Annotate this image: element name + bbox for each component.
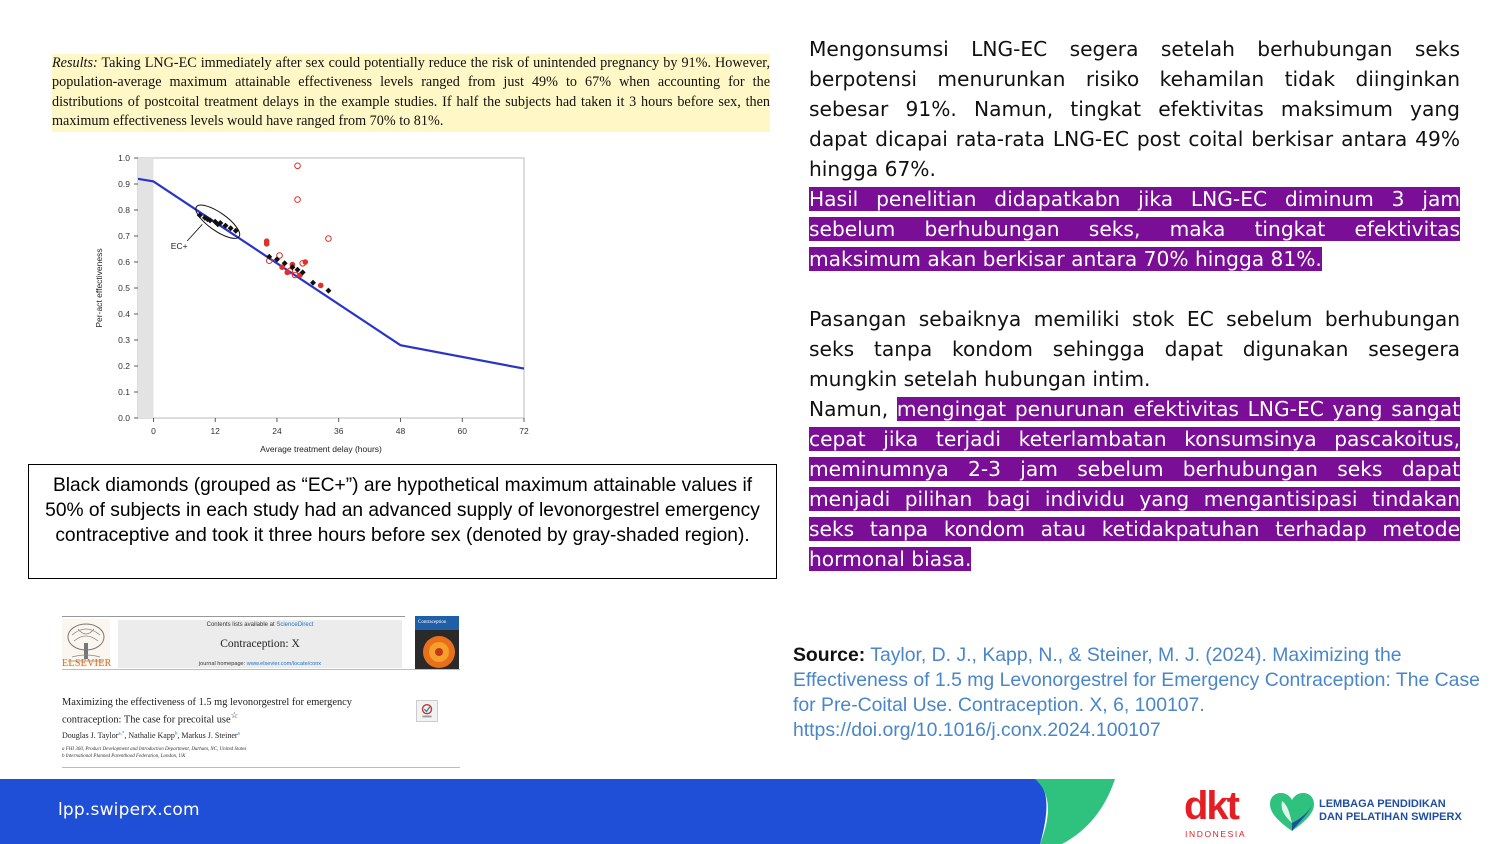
paragraph-4-lead: Namun, (809, 397, 889, 421)
data-point-red (264, 241, 270, 247)
cover-title: Contraception (418, 620, 447, 625)
results-lead: Results: (52, 55, 98, 71)
sciencedirect-link[interactable]: ScienceDirect (276, 622, 314, 628)
effectiveness-chart (86, 150, 536, 460)
journal-homepage (118, 661, 402, 667)
y-axis-label: Per-act effectiveness (94, 248, 104, 328)
dkt-sub: INDONESIA (1185, 829, 1247, 839)
highlighted-text: Hasil penelitian didapatkabn jika LNG-EC diminum 3 jam sebelum berhubungan seks, maka tingkat efektivitas maksimum akan berkisar antara 70% hingga 81%. (809, 187, 1460, 271)
y-tick-label: 1.0 (118, 153, 130, 163)
y-tick-label: 0.7 (118, 231, 130, 241)
paper-affiliations (62, 746, 246, 760)
x-tick-label: 48 (395, 426, 406, 436)
check-for-updates-icon[interactable] (416, 700, 438, 722)
x-tick-label: 72 (519, 426, 529, 436)
paragraph-4 (809, 394, 1460, 574)
homepage-prefix: journal homepage: (198, 661, 246, 667)
journal-cover (415, 616, 459, 670)
swiperx-heart-icon (1268, 791, 1316, 833)
source-citation (793, 643, 1483, 743)
y-tick-label: 0.4 (118, 309, 130, 319)
x-tick-label: 36 (333, 426, 344, 436)
journal-name: Contraception: X (220, 638, 300, 650)
homepage-link[interactable]: www.elsevier.com/locate/conx (246, 661, 322, 667)
cover-art-icon (417, 630, 457, 670)
y-tick-label: 0.3 (118, 335, 130, 345)
ec-plus-label: EC+ (170, 241, 188, 251)
x-tick-label: 12 (210, 426, 220, 436)
x-tick-label: 0 (151, 426, 156, 436)
author-sup: b (174, 731, 178, 737)
source-label: Source: (793, 644, 866, 666)
paragraph-2 (809, 184, 1460, 274)
data-point-red (318, 283, 324, 289)
data-point-red (284, 270, 290, 276)
y-tick-label: 0.9 (118, 179, 130, 189)
chart-caption: Black diamonds (grouped as “EC+”) are hypothetical maximum attainable values if 50% of subjects in each study had an advanced supply of levonorgestrel emergency contraceptive and took it three hours before sex (denoted by gray-shaded region). (28, 464, 777, 579)
y-tick-label: 0.1 (118, 387, 130, 397)
paragraph-1: Mengonsumsi LNG-EC segera setelah berhubungan seks berpotensi menurunkan risiko kehamilan tidak diinginkan sebesar 91%. Namun, tingkat efektivitas maksimum yang dapat dicapai rata-rata LNG-EC post coital berkisar antara 49% hingga 67%. (809, 37, 1460, 181)
paper-header (60, 614, 460, 770)
author-name: Nathalie Kapp (128, 731, 175, 740)
x-tick-label: 60 (457, 426, 467, 436)
elsevier-wordmark: ELSEVIER (62, 658, 112, 669)
lpp-name-line: LEMBAGA PENDIDIKAN (1319, 798, 1446, 810)
author-name: Douglas J. Taylor (62, 731, 119, 740)
x-tick-label: 24 (272, 426, 282, 436)
y-tick-label: 0.8 (118, 205, 130, 215)
affiliation: a FHI 360, Product Development and Introduction Department, Durham, NC, United States (62, 747, 247, 752)
lpp-name-line: DAN PELATIHAN SWIPERX (1319, 811, 1462, 823)
results-body: Taking LNG-EC immediately after sex could potentially reduce the risk of unintended pregnancy by 91%. However, population-average maximum attainable effectiveness levels ranged from just 49% to 67% when accounting for the distributions of postcoital treatment delays in the example studies. If half the subjects had taken it 3 hours before sex, then maximum effectiveness levels would have ranged from 70% to 81%. (52, 55, 770, 130)
source-link[interactable]: Taylor, D. J., Kapp, N., & Steiner, M. J. (2024). Maximizing the Effectiveness of 1.5 mg Levonorgestrel for Emergency Contraception: The Case for Pre-Coital Use. Contraception. X, 6, 100107. https://doi.org/10.1016/j.conx.2024.100107 (793, 644, 1480, 741)
dkt-logo: dkt (1184, 784, 1238, 828)
divider (62, 767, 460, 768)
divider (62, 669, 460, 670)
contents-available (118, 622, 402, 628)
highlighted-text: mengingat penurunan efektivitas LNG-EC yang sangat cepat jika terjadi keterlambatan konsumsinya pascakoitus, meminumnya 2-3 jam sebelum berhubungan seks dapat menjadi pilihan bagi individu yang mengantisipasi tindakan seks tanpa kondom atau ketidakpatuhan terhadap metode hormonal biasa. (809, 397, 1460, 571)
shaded-region (138, 158, 153, 418)
title-footnote-mark: ☆ (230, 710, 239, 720)
footer-green-accent (1035, 779, 1115, 844)
paragraph-3: Pasangan sebaiknya memiliki stok EC sebelum berhubungan seks tanpa kondom sehingga dapat digunakan sesegera mungkin setelah hubungan intim. (809, 307, 1460, 391)
journal-header-box (118, 620, 402, 668)
plot-frame (138, 158, 524, 418)
divider (62, 616, 405, 617)
author-sup: a,* (118, 731, 125, 737)
author-name: Markus J. Steiner (181, 731, 238, 740)
paper-title (62, 696, 402, 726)
y-tick-label: 0.0 (118, 413, 130, 423)
footer-url[interactable]: lpp.swiperx.com (58, 800, 200, 820)
y-tick-label: 0.2 (118, 361, 130, 371)
paper-authors: Douglas J. Taylor$^{a,*}$, Nathalie Kapp$^b$, Markus J. Steiner$^a$ (62, 731, 240, 740)
y-tick-label: 0.6 (118, 257, 130, 267)
data-point-red (302, 259, 308, 265)
paper-title-text: Maximizing the effectiveness of 1.5 mg levonorgestrel for emergency contraception: The case for precoital use (62, 697, 352, 726)
x-axis-label: Average treatment delay (hours) (260, 444, 382, 454)
chart-svg (86, 150, 536, 460)
lpp-name (1319, 798, 1462, 824)
results-excerpt (52, 54, 770, 132)
affiliation: b International Planned Parenthood Federation, London, UK (62, 754, 186, 759)
author-sup: a (237, 731, 240, 737)
contents-prefix: Contents lists available at (206, 622, 275, 628)
y-tick-label: 0.5 (118, 283, 130, 293)
